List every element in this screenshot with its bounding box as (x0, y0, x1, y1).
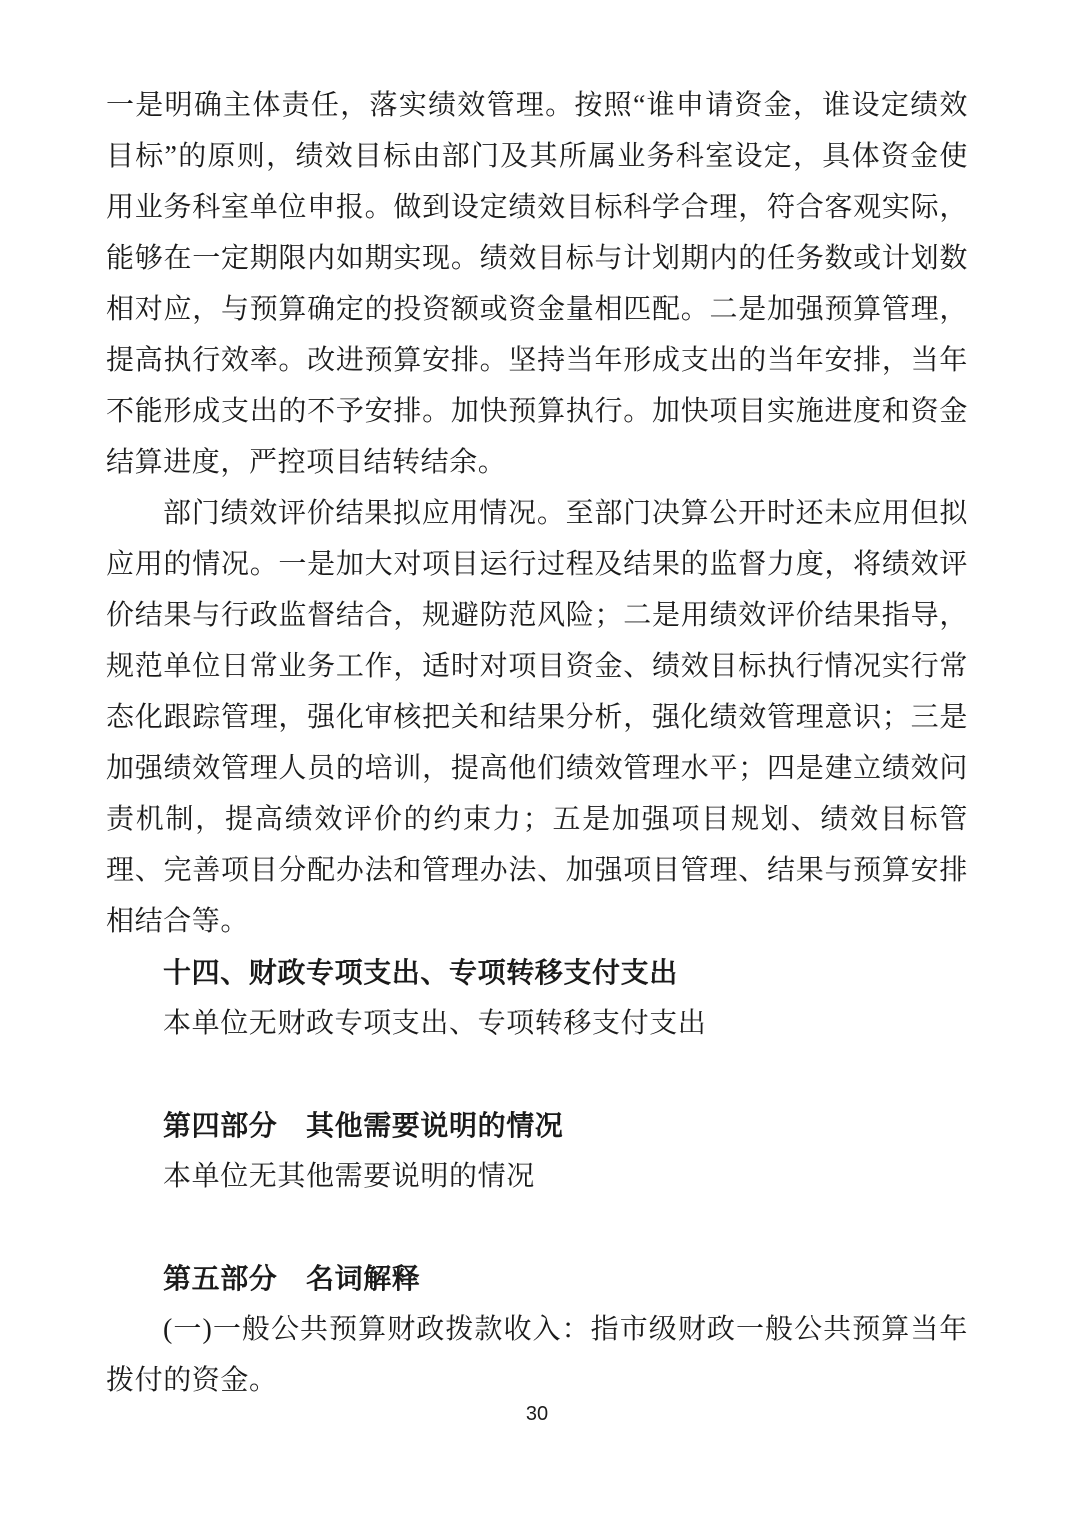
section-heading-part4-other-matters: 第四部分 其他需要说明的情况 (163, 1110, 564, 1141)
blank-line (106, 1049, 968, 1100)
paragraph-no-special-fiscal-expenditure: 本单位无财政专项支出、专项转移支付支出 (163, 1008, 707, 1039)
section-heading-part5-glossary: 第五部分 名词解释 (163, 1263, 421, 1294)
paragraph-glossary-item-1: (一)一般公共预算财政拨款收入：指市级财政一般公共预算当年拨付的资金。 (106, 1314, 968, 1396)
paragraph-evaluation-results-application: 部门绩效评价结果拟应用情况。至部门决算公开时还未应用但拟应用的情况。一是加大对项目运行过程及结果的监督力度，将绩效评价结果与行政监督结合，规避防范风险；二是用绩效评价结果指导，规范单位日常业务工作，适时对项目资金、绩效目标执行情况实行常态化跟踪管理，强化审核把关和结果分析，强化绩效管理意识；三是加强绩效管理人员的培训，提高他们绩效管理水平；四是建立绩效问责机制，提高绩效评价的约束力；五是加强项目规划、绩效目标管理、完善项目分配办法和管理办法、加强项目管理、结果与预算安排相结合等。 (106, 498, 968, 937)
paragraph-performance-management: 一是明确主体责任，落实绩效管理。按照“谁申请资金，谁设定绩效目标”的原则，绩效目标由部门及其所属业务科室设定，具体资金使用业务科室单位申报。做到设定绩效目标科学合理，符合客观实际，能够在一定期限内如期实现。绩效目标与计划期内的任务数或计划数相对应，与预算确定的投资额或资金量相匹配。二是加强预算管理，提高执行效率。改进预算安排。坚持当年形成支出的当年安排，当年不能形成支出的不予安排。加快预算执行。加快项目实施进度和资金结算进度，严控项目结转结余。 (106, 90, 968, 478)
paragraph-no-other-matters: 本单位无其他需要说明的情况 (163, 1161, 535, 1192)
blank-line (106, 1202, 968, 1253)
page-number: 30 (525, 1403, 549, 1425)
document-body (106, 80, 968, 1406)
section-heading-14-special-fiscal-expenditure: 十四、财政专项支出、专项转移支付支出 (163, 957, 678, 988)
